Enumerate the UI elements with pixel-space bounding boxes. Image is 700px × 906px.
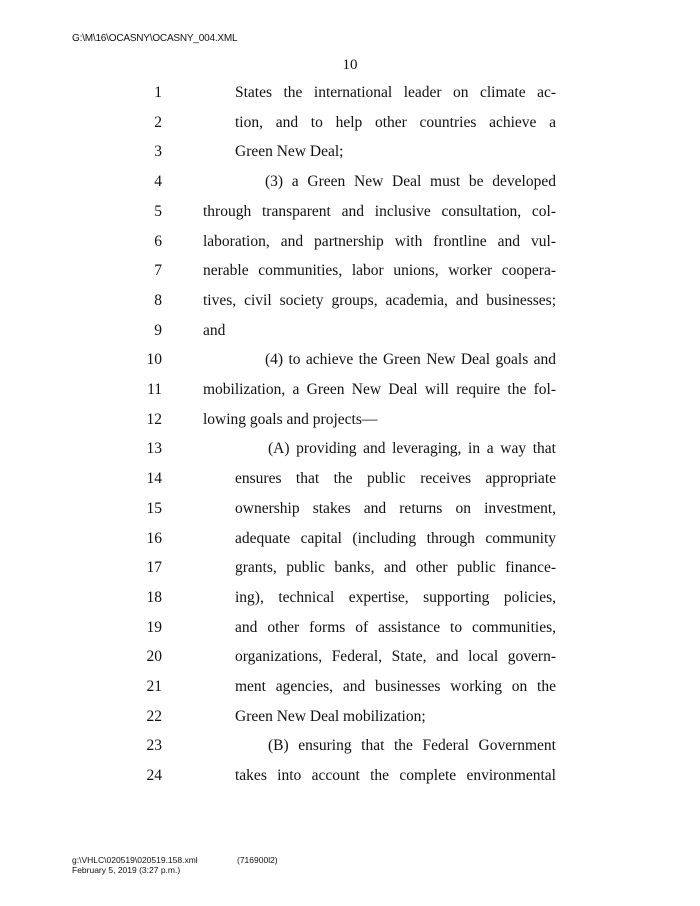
- document-line: [0, 233, 700, 263]
- line-text: takes into account the complete environmental: [235, 767, 556, 785]
- line-number: 24: [146, 767, 162, 785]
- line-number: 4: [154, 173, 162, 191]
- line-text: tion, and to help other countries achieve a: [235, 113, 556, 131]
- document-line: [0, 203, 700, 233]
- line-number: 9: [154, 321, 162, 339]
- page-number: 10: [342, 57, 358, 73]
- line-number: 13: [146, 440, 162, 458]
- line-number: 11: [147, 381, 162, 398]
- line-number: 18: [146, 588, 162, 606]
- document-line: [0, 619, 700, 649]
- line-text: tives, civil society groups, academia, and businesses;: [203, 291, 556, 309]
- line-number: 20: [146, 648, 162, 666]
- document-line: [0, 351, 700, 381]
- line-number: 14: [146, 470, 162, 488]
- document-line: [0, 292, 700, 322]
- document-line: [0, 648, 700, 678]
- document-line: [0, 322, 700, 352]
- line-number: 8: [154, 291, 162, 309]
- line-text: through transparent and inclusive consultation, col-: [203, 202, 556, 220]
- line-text: adequate capital (including through community: [235, 529, 556, 547]
- line-number: 16: [146, 529, 162, 547]
- document-line: [0, 173, 700, 203]
- line-number: 3: [154, 143, 162, 161]
- line-number: 19: [146, 618, 162, 636]
- line-text: ment agencies, and businesses working on the: [235, 678, 556, 695]
- document-line: [0, 767, 700, 797]
- document-line: [0, 470, 700, 500]
- line-text: ensures that the public receives appropriate: [235, 470, 556, 488]
- line-number: 22: [146, 707, 162, 725]
- line-text: States the international leader on climate ac-: [235, 84, 556, 101]
- line-text: Green New Deal;: [235, 143, 344, 161]
- line-number: 23: [146, 737, 162, 755]
- line-number: 17: [146, 559, 162, 577]
- line-text: ing), technical expertise, supporting policies,: [235, 588, 556, 606]
- document-line: [0, 114, 700, 144]
- footer-doc-code: (716900l2): [237, 855, 278, 865]
- line-text: (B) ensuring that the Federal Government: [268, 737, 556, 755]
- line-number: 10: [146, 351, 162, 369]
- document-line: [0, 530, 700, 560]
- document-line: [0, 589, 700, 619]
- line-text: lowing goals and projects—: [203, 410, 378, 428]
- line-number: 7: [154, 262, 162, 280]
- line-text: nerable communities, labor unions, worker coopera-: [203, 262, 556, 280]
- line-text: organizations, Federal, State, and local govern-: [235, 648, 556, 666]
- document-line: [0, 737, 700, 767]
- header-file-path: G:\M\16\OCASNY\OCASNY_004.XML: [72, 33, 238, 44]
- line-text: (3) a Green New Deal must be developed: [265, 173, 556, 191]
- document-line: [0, 440, 700, 470]
- line-text: and: [203, 321, 226, 339]
- line-number: 5: [154, 202, 162, 220]
- line-text: laboration, and partnership with frontline and vul-: [203, 232, 556, 250]
- line-number: 2: [154, 113, 162, 131]
- line-text: mobilization, a Green New Deal will require the fol-: [203, 381, 556, 398]
- document-line: [0, 708, 700, 738]
- line-number: 15: [146, 499, 162, 517]
- line-text: (4) to achieve the Green New Deal goals and: [265, 351, 556, 369]
- line-number: 1: [154, 84, 162, 101]
- document-line: [0, 84, 700, 114]
- document-line: [0, 678, 700, 708]
- line-text: (A) providing and leveraging, in a way that: [268, 440, 556, 458]
- line-text: Green New Deal mobilization;: [235, 707, 426, 725]
- line-text: grants, public banks, and other public finance-: [235, 559, 556, 577]
- document-line: [0, 559, 700, 589]
- line-text: ownership stakes and returns on investment,: [235, 499, 556, 517]
- document-line: [0, 411, 700, 441]
- document-line: [0, 381, 700, 411]
- document-line: [0, 262, 700, 292]
- line-number: 21: [146, 678, 162, 695]
- footer-date: February 5, 2019 (3:27 p.m.): [72, 865, 181, 875]
- document-line: [0, 143, 700, 173]
- document-line: [0, 500, 700, 530]
- line-text: and other forms of assistance to communities,: [235, 618, 556, 636]
- line-number: 12: [146, 410, 162, 428]
- footer: [72, 855, 278, 875]
- line-number: 6: [154, 232, 162, 250]
- footer-file-path: g:\VHLC\020519\020519.158.xml: [72, 855, 198, 865]
